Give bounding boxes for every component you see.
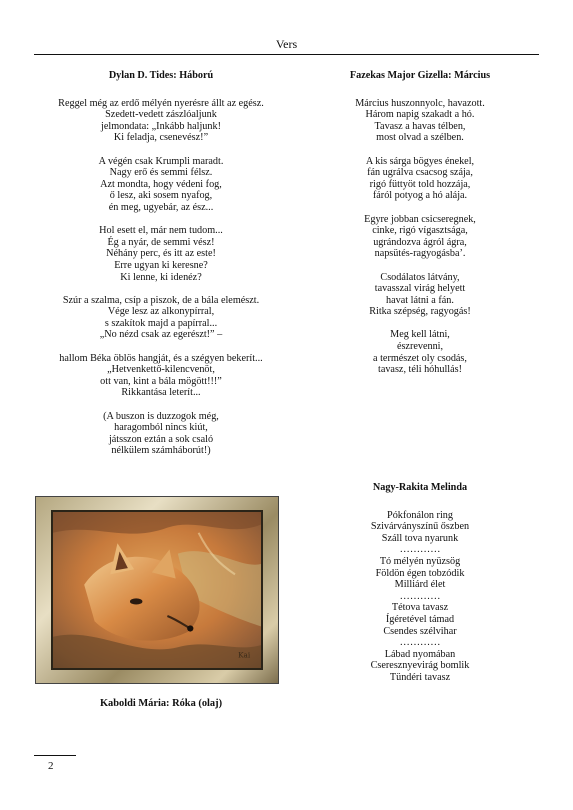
poem-line: a természet oly csodás,: [373, 352, 467, 364]
poem-line: Szivárványszínű őszben: [370, 521, 470, 533]
poem-stanza: [300, 602, 540, 648]
poem-body: [300, 98, 540, 376]
poem-stanza: [36, 295, 286, 341]
poem-line: észrevenni,: [396, 341, 444, 353]
poem-line: Tó mélyén nyüzsög: [379, 555, 461, 567]
poem-stanza: [36, 353, 286, 399]
poem-stanza: [36, 225, 286, 283]
poem-line: most olvad a szélben.: [376, 132, 464, 144]
section-header: [34, 34, 539, 55]
poem-line: Cseresznyevirág bomlik: [370, 660, 470, 672]
poem-line: Szúr a szalma, csíp a piszok, de a bála elemészt.: [62, 294, 260, 306]
poem-line: …………: [399, 637, 441, 649]
poem-line: Csendes szélvihar: [383, 625, 457, 637]
poem-line: nélkülem számháborút!): [111, 445, 211, 457]
poem-line: Néhány perc, és itt az este!: [106, 248, 216, 260]
poem-body: [36, 98, 286, 457]
poem-line: Ritka szépség, ragyogás!: [369, 306, 471, 318]
poem-line: „Hetvenkettő-kilencvenöt,: [107, 364, 215, 376]
poem-stanza: [300, 272, 540, 318]
poem-line: A kis sárga bögyes énekel,: [365, 155, 475, 167]
poem-line: tavasszal virág helyett: [374, 283, 466, 295]
poem-line: Három napig szakadt a hó.: [365, 109, 475, 121]
poem-line: hallom Béka öblös hangját, és a szégyen bekerít...: [59, 352, 263, 364]
poem-line: Lábad nyomában: [384, 648, 456, 660]
poem-line: napsütés-ragyogásba’.: [374, 248, 466, 260]
poem-line: Pókfonálon ring: [387, 509, 453, 521]
poem-line: …………: [399, 544, 441, 556]
poem-line: cinke, rigó vígasztsága,: [372, 225, 468, 237]
poem-line: Azt mondta, hogy védeni fog,: [100, 178, 222, 190]
poem-line: Ígéretével támad: [385, 613, 455, 625]
poem-line: A végén csak Krumpli maradt.: [98, 155, 224, 167]
poem-line: Vége lesz az alkonypírral,: [107, 306, 215, 318]
footer-rule: [34, 755, 76, 756]
poem-line: Reggel még az erdő mélyén nyerésre állt az egész.: [58, 97, 264, 109]
poem-haiku: [300, 482, 540, 684]
poem-line: Tétova tavasz: [391, 602, 449, 614]
poem-line: Tavasz a havas télben,: [374, 120, 466, 132]
poem-line: …………: [399, 590, 441, 602]
poem-line: fán ugrálva csacsog szája,: [367, 167, 473, 179]
poem-title: Nagy-Rakita Melinda: [372, 482, 468, 493]
poem-stanza: [300, 156, 540, 202]
poem-line: Csodálatos látvány,: [380, 271, 460, 283]
poem-line: Erre ugyan ki keresne?: [114, 259, 208, 271]
poem-title: Fazekas Major Gizella: Március: [349, 70, 491, 81]
poem-line: Ég a nyár, de semmi vész!: [107, 236, 215, 248]
poem-line: Tündéri tavasz: [389, 671, 451, 683]
painting: [51, 510, 263, 670]
poem-line: játsszon eztán a sok csaló: [108, 433, 214, 445]
poem-line: Földön égen tobzódik: [375, 567, 465, 579]
poem-body: [300, 510, 540, 684]
poem-line: Száll tova nyarunk: [381, 532, 459, 544]
poem-line: Nagy erő és semmi félsz.: [109, 167, 213, 179]
poem-line: én meg, ugyebár, az ész...: [108, 201, 214, 213]
poem-line: Hol esett el, már nem tudom...: [99, 225, 223, 237]
poem-line: s szakítok majd a papírral...: [104, 317, 218, 329]
page-number: 2: [48, 760, 54, 772]
fox-painting-image: [53, 512, 261, 668]
painting-frame: [35, 496, 279, 684]
painting-caption: Kaboldi Mária: Róka (olaj): [99, 698, 223, 709]
poem-line: havat látni a fán.: [386, 294, 454, 306]
poem-stanza: [36, 98, 286, 144]
poem-line: fáról potyog a hó alája.: [372, 190, 468, 202]
poem-line: tavasz, téli hóhullás!: [377, 364, 463, 376]
painting-signature: Kai: [238, 650, 251, 660]
poem-line: ő lesz, aki sosem nyafog,: [109, 190, 213, 202]
poem-line: haragomból nincs kiút,: [114, 422, 208, 434]
poem-line: Rikkantása leterít...: [121, 387, 201, 399]
poem-line: Milliárd élet: [394, 579, 446, 591]
poem-line: Ki feladja, csenevész!”: [113, 132, 209, 144]
poem-stanza: [300, 649, 540, 684]
poem-line: Ki lenne, ki idenéz?: [120, 271, 202, 283]
poem-stanza: [36, 411, 286, 457]
poem-stanza: [300, 329, 540, 375]
poem-line: Március huszonnyolc, havazott.: [355, 97, 485, 109]
poem-stanza: [300, 214, 540, 260]
poem-title: Dylan D. Tides: Háború: [108, 70, 214, 81]
section-title: Vers: [275, 37, 298, 51]
poem-haboru: [36, 70, 286, 469]
poem-stanza: [300, 556, 540, 602]
poem-line: rigó füttyöt told hozzája,: [369, 178, 471, 190]
poem-line: jelmondata: „Inkább haljunk!: [101, 120, 221, 132]
poem-stanza: [36, 156, 286, 214]
poem-line: (A buszon is duzzogok még,: [103, 410, 219, 422]
poem-line: ott van, kint a bála mögött!!!”: [100, 375, 222, 387]
poem-stanza: [300, 510, 540, 556]
poem-marcius: [300, 70, 540, 387]
poem-line: Meg kell látni,: [390, 329, 450, 341]
poem-line: Egyre jobban csicseregnek,: [364, 213, 476, 225]
poem-stanza: [300, 98, 540, 144]
poem-line: „No nézd csak az egerészt!” –: [99, 329, 223, 341]
poem-line: ugrándozva ágról ágra,: [373, 236, 467, 248]
poem-line: Szedett-vedett zászlóaljunk: [105, 109, 217, 121]
